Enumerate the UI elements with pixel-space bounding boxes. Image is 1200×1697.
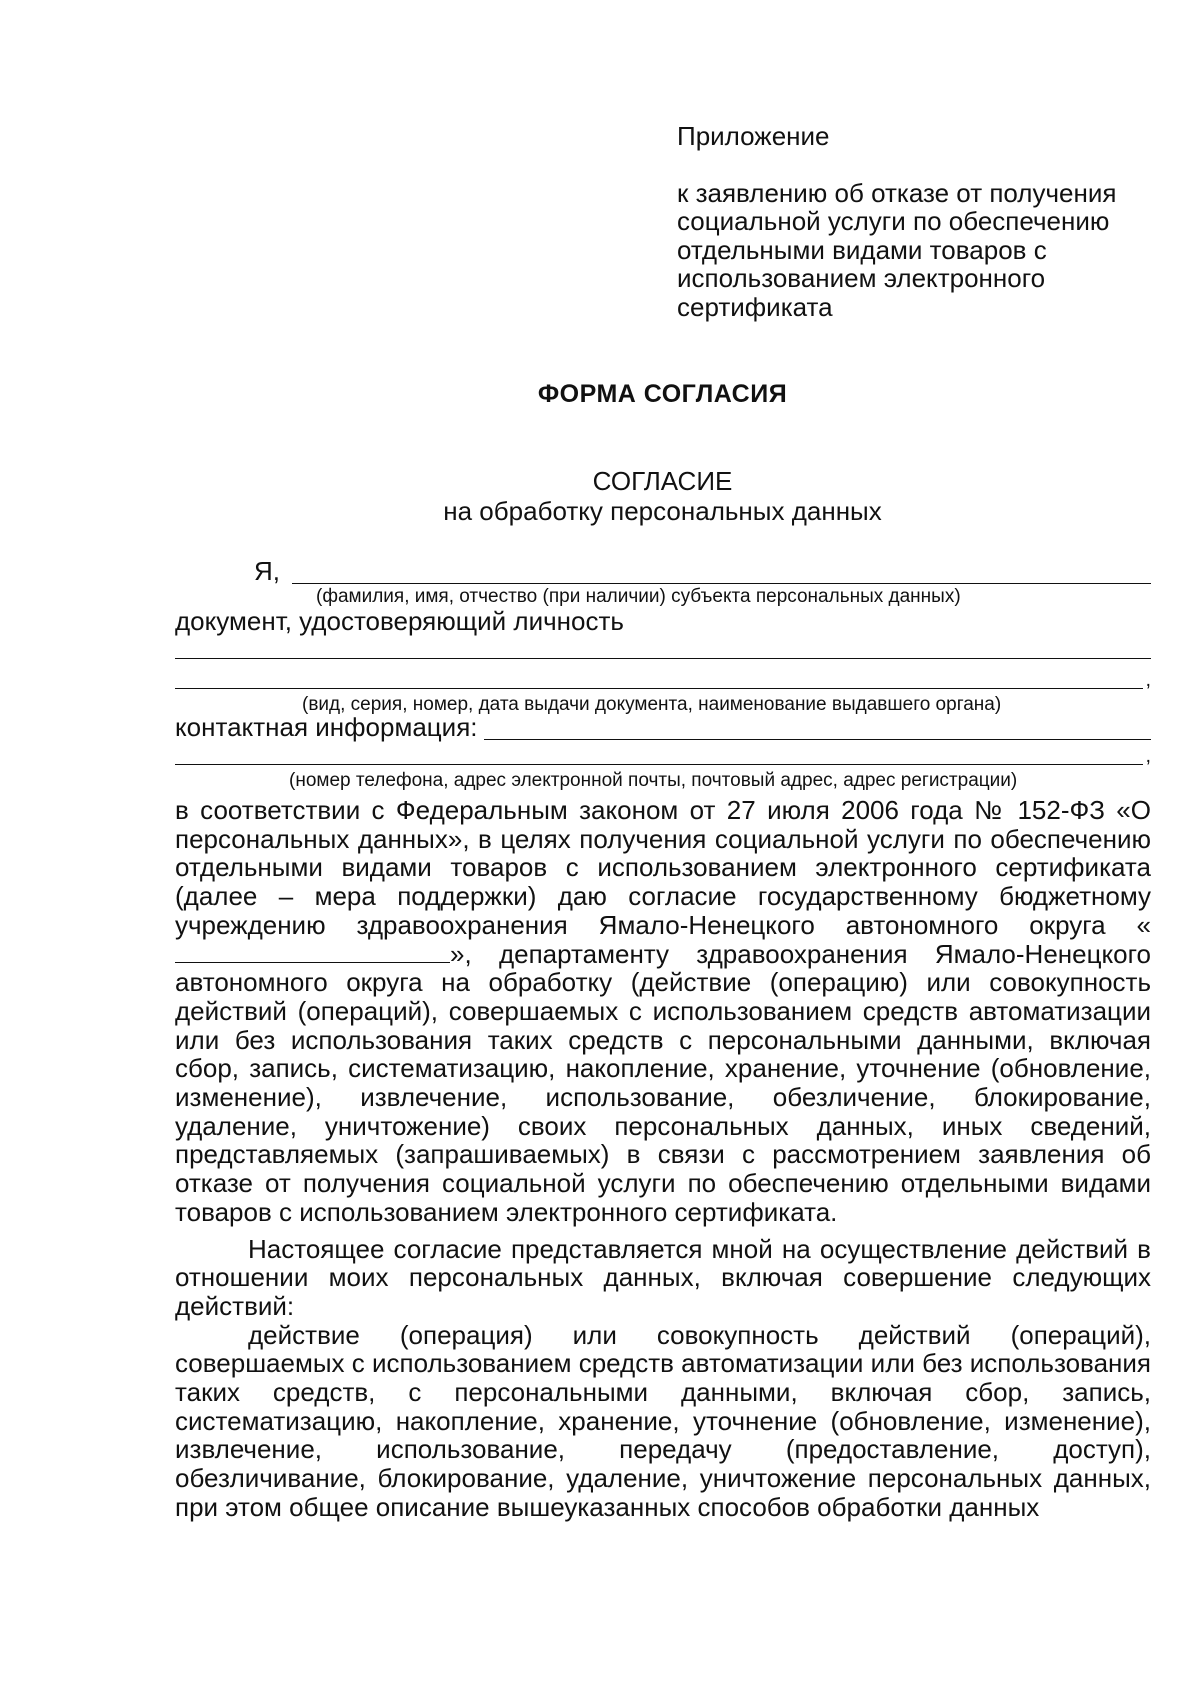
institution-name-field[interactable] bbox=[175, 942, 450, 963]
document-field-line-1[interactable] bbox=[175, 636, 1151, 659]
body-paragraph-1-part-1: в соответствии с Федеральным законом от 27 июля 2006 года № 152-ФЗ «О персональных данных», в целях получения социальной услуги по обеспечению отдельными видами товаров с использованием электронного сертификата (далее – мера поддержки) даю согласие государственному бюджетному учреждению здравоохранения Ямало-Ненецкого автономного округа « bbox=[175, 795, 1151, 940]
document-field-line-2[interactable] bbox=[175, 666, 1143, 689]
body-paragraph-2: Настоящее согласие представляется мной на осуществление действий в отношении моих персональных данных, включая совершение следующих действий: bbox=[175, 1233, 1151, 1321]
consent-subtitle: на обработку персональных данных bbox=[443, 496, 882, 526]
contact-field-line-2[interactable] bbox=[175, 742, 1143, 765]
document-line-2-row bbox=[175, 666, 1151, 692]
appendix-text: к заявлению об отказе от получения социальной услуги по обеспечению отдельными видами товаров с использованием электронного сертификата bbox=[677, 177, 1117, 322]
body-paragraph-3: действие (операция) или совокупность действий (операций), совершаемых с использованием средств автоматизации или без использования таких средств, с персональными данными, включая сбор, запись, систематизацию, накопление, хранение, уточнение (обновление, изменение), извлечение, использование, передачу (предоставление, доступ), обезличивание, блокирование, удаление, уничтожение персональных данных, при этом общее описание вышеуказанных способов обработки данных bbox=[175, 1319, 1151, 1522]
contact-field-line-1[interactable] bbox=[484, 717, 1151, 740]
name-prefix: Я, bbox=[254, 556, 280, 586]
consent-heading bbox=[0, 466, 1200, 526]
document-label: документ, удостоверяющий личность bbox=[175, 606, 624, 636]
document-comma: , bbox=[1145, 669, 1151, 691]
consent-title: СОГЛАСИЕ bbox=[592, 466, 733, 496]
name-caption: (фамилия, имя, отчество (при наличии) субъекта персональных данных) bbox=[316, 586, 961, 607]
body-paragraph-1-part-2: », департаменту здравоохранения Ямало-Ненецкого автономного округа на обработку (действие (операцию) или совокупность действий (операций), совершаемых с использованием средств автоматизации или без использования таких средств с персональными данными, включая сбор, запись, систематизацию, накопление, хранение, уточнение (обновление, изменение), извлечение, использование, обезличение, блокирование, удаление, уничтожение) своих персональных данных, иных сведений, представляемых (запрашиваемых) в связи с рассмотрением заявления об отказе от получения социальной услуги по обеспечению отдельными видами товаров с использованием электронного сертификата. bbox=[175, 938, 1151, 1227]
contact-comma: , bbox=[1145, 745, 1151, 767]
name-row bbox=[254, 556, 1151, 587]
form-title: ФОРМА СОГЛАСИЯ bbox=[537, 380, 788, 408]
consent-body bbox=[175, 796, 1151, 1522]
contact-row bbox=[175, 712, 1151, 743]
document-label-row bbox=[175, 606, 1151, 637]
contact-caption: (номер телефона, адрес электронной почты, почтовый адрес, адрес регистрации) bbox=[289, 770, 1018, 791]
document-caption: (вид, серия, номер, дата выдачи документа, наименование выдавшего органа) bbox=[302, 694, 1002, 715]
name-field[interactable] bbox=[292, 561, 1151, 584]
body-paragraph-1 bbox=[175, 796, 1151, 1227]
contact-label: контактная информация: bbox=[175, 712, 478, 742]
contact-line-2-row bbox=[175, 742, 1151, 768]
document-line-1-row bbox=[175, 636, 1151, 662]
appendix-block bbox=[677, 122, 1147, 321]
appendix-title: Приложение bbox=[677, 121, 830, 151]
